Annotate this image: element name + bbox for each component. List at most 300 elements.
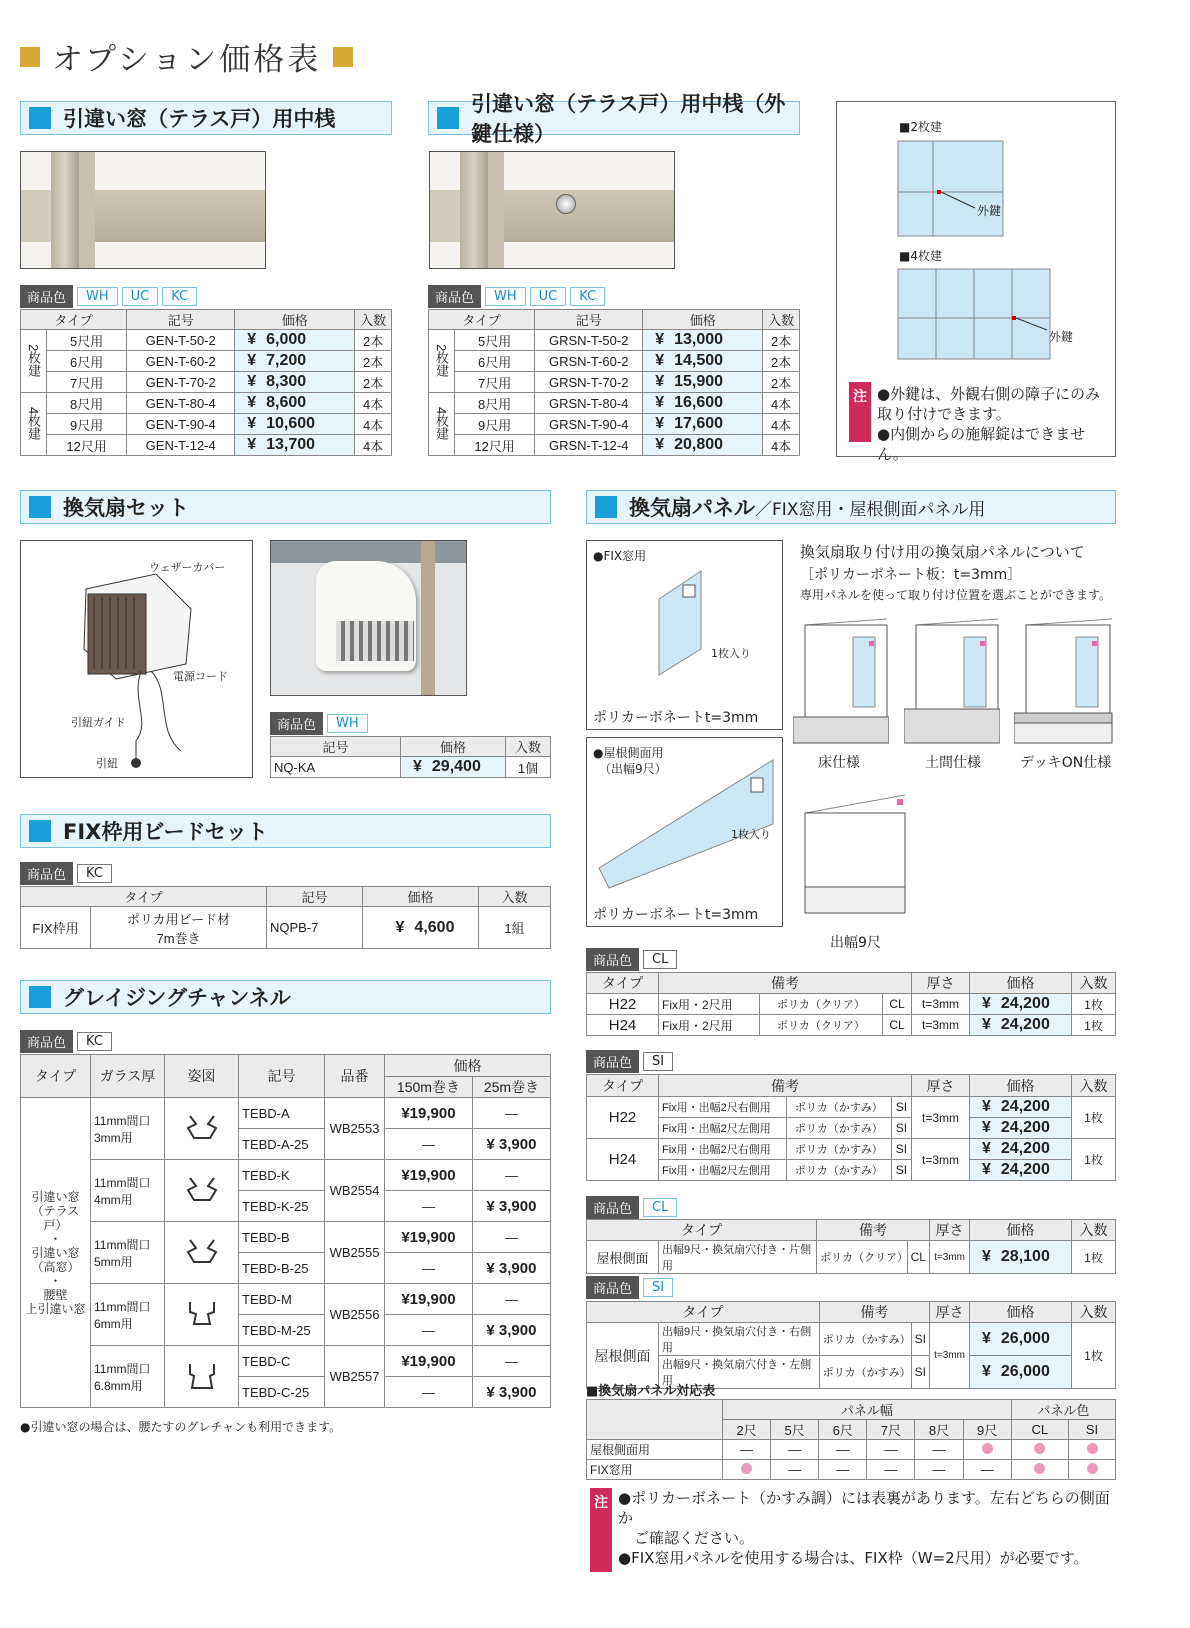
th: 9尺 [963,1420,1011,1440]
note-line: ●FIX窓用パネルを使用する場合は、FIX枠（W=2尺用）が必要です。 [618,1549,1089,1567]
price-cell: ¥ 8,600 [235,393,355,414]
cell: 11mm間口 4mm用 [91,1160,165,1222]
table-row [587,1097,1116,1118]
cell: TEBD-C [239,1346,325,1377]
cell: 1枚 [1072,1097,1116,1139]
cell: TEBD-C-25 [239,1377,325,1408]
price-cell: ¥19,900 [385,1098,473,1129]
section-title: 引違い窓（テラス戸）用中桟 [63,107,336,131]
section-header-nakasan-lock [428,92,800,146]
section-title: グレイジングチャンネル [63,986,291,1010]
color-label: 商品色 [428,285,481,308]
cell: TEBD-K-25 [239,1191,325,1222]
note-line: ご確認ください。 [634,1529,755,1547]
price-cell: ¥ 3,900 [472,1191,550,1222]
price-cell: ¥ 8,300 [235,372,355,393]
price-cell: ¥ 10,600 [235,414,355,435]
channel-shape-icon [165,1098,239,1160]
label-cord: 電源コード [173,670,228,683]
cell: TEBD-M-25 [239,1315,325,1346]
window-4-diagram [897,268,1087,364]
compat-cell: — [915,1460,963,1480]
price-cell: ¥ 16,600 [643,393,763,414]
glazing-price-table [20,1054,551,1408]
price-cell: ¥ 28,100 [970,1241,1072,1274]
roof9-scene-icon [793,787,921,927]
cell: 2本 [763,351,800,372]
cell: 2本 [355,330,392,351]
compat-cell: — [819,1460,867,1480]
cell: t=3mm [930,1323,970,1389]
color-label: 商品色 [20,285,73,308]
price-cell: ¥ 29,400 [401,757,506,778]
table-row [21,435,392,456]
compat-cell [1011,1440,1068,1460]
table-row [429,351,800,372]
th: 価格 [235,310,355,330]
cell: 1組 [479,907,551,949]
price-cell: ¥ 7,200 [235,351,355,372]
cell: 6尺用 [455,351,535,372]
color-chip: CL [643,950,677,969]
cell: GEN-T-50-2 [127,330,235,351]
cell: FIX枠用 [21,907,91,949]
cell: Fix用・2尺用 [659,1015,760,1036]
channel-shape-icon [165,1346,239,1408]
th: タイプ [587,973,659,994]
th: 入数 [763,310,800,330]
cell: TEBD-A-25 [239,1129,325,1160]
th: SI [1069,1420,1116,1440]
price-cell: ¥ 3,900 [472,1377,550,1408]
th: 記号 [239,1055,325,1098]
price-cell: ¥ 4,600 [363,907,479,949]
cell: 2本 [763,330,800,351]
table-row [587,1323,1116,1356]
th: 5尺 [771,1420,819,1440]
th: 入数 [506,737,551,757]
cell: Fix用・出幅2尺右側用 [659,1139,787,1160]
blue-square-icon [29,820,51,842]
color-chip: WH [485,287,526,306]
cell: WB2555 [325,1222,385,1284]
lock-label: 外鍵 [977,204,1002,218]
section-header-panel [586,490,1116,524]
cell: 1枚 [1072,994,1116,1015]
group-label: 2枚建 [21,330,47,393]
th: タイプ [429,310,535,330]
th: 備考 [817,1220,930,1241]
color-label: 商品色 [586,1276,639,1299]
table-row [429,414,800,435]
th: 入数 [1072,1075,1116,1097]
section-title: 引違い窓（テラス戸）用中桟（外鍵仕様） [471,92,786,146]
cell: 5尺用 [455,330,535,351]
blue-square-icon [29,107,51,129]
cell: 1枚 [1072,1139,1116,1181]
table-row [429,435,800,456]
lock-label: 外鍵 [1049,330,1074,344]
cell: GRSN-T-70-2 [535,372,643,393]
th: 備考 [659,973,912,994]
table-row [587,1241,1116,1274]
table-row [21,372,392,393]
cell: t=3mm [912,1139,970,1181]
lock-icon [556,194,576,214]
th: 厚さ [930,1302,970,1323]
cell: CL [907,1241,929,1274]
cell: Fix用・出幅2尺左側用 [659,1118,787,1139]
cell: TEBD-B-25 [239,1253,325,1284]
compat-title: ■換気扇パネル対応表 [586,1384,716,1399]
cell: 4本 [763,414,800,435]
gold-square-icon [20,47,40,67]
price-cell: ¥ 26,000 [970,1356,1072,1389]
th: 150m巻き [385,1077,473,1098]
table-row [587,1139,1116,1160]
cell: 2本 [355,372,392,393]
cell: H22 [587,1097,659,1139]
cell: GRSN-T-12-4 [535,435,643,456]
compat-cell [1069,1440,1116,1460]
nakasan-price-table [20,309,392,456]
gold-square-icon [333,47,353,67]
th: 入数 [479,887,551,907]
table-row [587,994,1116,1015]
cell: SI [891,1160,911,1181]
cell: t=3mm [912,1015,970,1036]
diagram-label-2: ■2枚建 [899,120,942,134]
glazing-footnote: ●引違い窓の場合は、腰たすのグレチャンも利用できます。 [20,1420,342,1434]
th: タイプ [21,887,267,907]
note-mark: 注 [590,1488,612,1572]
cell: GRSN-T-80-4 [535,393,643,414]
price-cell: ¥19,900 [385,1222,473,1253]
cell: Fix用・出幅2尺右側用 [659,1097,787,1118]
th: タイプ [587,1302,820,1323]
cell: CL [882,994,911,1015]
compat-cell [1069,1460,1116,1480]
cell: 12尺用 [455,435,535,456]
cell: 出幅9尺・換気扇穴付き・左側用 [659,1356,820,1389]
supported-dot-icon [1087,1443,1098,1454]
table-row [429,393,800,414]
th: 価格 [970,1075,1072,1097]
cell: 7尺用 [455,372,535,393]
cell: 屋根側面 [587,1323,659,1389]
panel-table-1 [586,972,1116,1036]
cell: ポリカ用ビード材 7m巻き [91,907,267,949]
cell: 9尺用 [47,414,127,435]
color-chip: UC [122,287,159,306]
scene-label: デッキON仕様 [1020,755,1112,771]
scene-label: 出幅9尺 [830,935,881,951]
color-label: 商品色 [20,862,73,885]
cell: t=3mm [930,1241,970,1274]
section-header-bead [20,814,551,848]
cell: GRSN-T-60-2 [535,351,643,372]
fix-qty: 1枚入り [711,647,751,660]
cell: WB2557 [325,1346,385,1408]
scene-label: 土間仕様 [925,755,981,771]
price-cell: ¥ 20,800 [643,435,763,456]
panel-about-3: 専用パネルを使って取り付け位置を選ぶことができます。 [800,588,1112,602]
compat-cell: — [771,1460,819,1480]
th: タイプ [587,1220,817,1241]
cell: SI [891,1097,911,1118]
cell: 11mm間口 3mm用 [91,1098,165,1160]
table-row [21,330,392,351]
cell: ポリカ（かすみ） [819,1323,911,1356]
cell: 11mm間口 6mm用 [91,1284,165,1346]
th: 記号 [535,310,643,330]
roof-panel-box [586,737,783,927]
cell: 屋根側面用 [587,1440,723,1460]
cell: ― [385,1377,473,1408]
cell: 4本 [355,435,392,456]
table-row [429,372,800,393]
table-row [21,1346,551,1377]
label-cover: ウェザーカバー [149,561,226,574]
compat-cell: — [963,1460,1011,1480]
cell: GEN-T-70-2 [127,372,235,393]
cell: ― [472,1284,550,1315]
table-row [587,1160,1116,1181]
th: CL [1011,1420,1068,1440]
label-guide: 引紐ガイド [71,716,126,729]
section-subtitle: ／FIX窓用・屋根側面パネル用 [755,499,986,520]
lock-notes [877,384,1111,464]
blue-square-icon [437,107,459,129]
price-cell: ¥ 15,900 [643,372,763,393]
compat-cell: — [915,1440,963,1460]
diagram-label-4: ■4枚建 [899,249,942,263]
cell: ― [472,1346,550,1377]
section-header-fan [20,490,551,524]
bead-price-table [20,886,551,949]
color-chip: KC [77,1032,112,1051]
deck-scene-icon [1014,617,1114,745]
cell: t=3mm [912,1097,970,1139]
color-label: 商品色 [586,948,639,971]
cell: ― [472,1160,550,1191]
color-label: 商品色 [270,712,323,735]
cell: TEBD-B [239,1222,325,1253]
cell: WB2556 [325,1284,385,1346]
compat-cell [723,1460,771,1480]
nakasan-photo [20,151,266,269]
doma-scene-icon [904,617,1000,745]
color-chip: KC [77,864,112,883]
th: 価格 [385,1055,551,1077]
section-title: 換気扇パネル [629,496,755,520]
price-cell: ¥ 13,700 [235,435,355,456]
color-chip: CL [643,1198,677,1217]
table-row [587,1460,1116,1480]
cell: TEBD-A [239,1098,325,1129]
table-row [587,1118,1116,1139]
supported-dot-icon [982,1443,993,1454]
cell: SI [891,1118,911,1139]
compat-cell: — [867,1440,915,1460]
color-row [20,285,197,308]
th: 価格 [970,1302,1072,1323]
th: 2尺 [723,1420,771,1440]
cell: 11mm間口 5mm用 [91,1222,165,1284]
th: 7尺 [867,1420,915,1440]
color-chip: WH [77,287,118,306]
cell: 4本 [355,393,392,414]
fan-photo [270,540,467,696]
cell: 7尺用 [47,372,127,393]
cell: NQPB-7 [267,907,363,949]
roof-qty: 1枚入り [731,828,771,841]
cell: SI [891,1139,911,1160]
th: 価格 [970,1220,1072,1241]
panel-table-2 [586,1074,1116,1181]
th: 厚さ [912,1075,970,1097]
price-cell: ¥ 6,000 [235,330,355,351]
cell: 1枚 [1072,1241,1116,1274]
panel-notes [618,1488,1118,1568]
cell: ポリカ（クリア） [817,1241,908,1274]
cell: TEBD-K [239,1160,325,1191]
fix-label: ●FIX窓用 [593,549,647,563]
cell: ― [385,1129,473,1160]
price-cell: ¥19,900 [385,1160,473,1191]
th: 厚さ [912,973,970,994]
price-cell: ¥ 24,200 [970,1160,1072,1181]
cell: GRSN-T-50-2 [535,330,643,351]
cell: NQ-KA [271,757,401,778]
th: タイプ [587,1075,659,1097]
label-string: 引紐 [96,757,118,770]
price-cell: ¥ 26,000 [970,1323,1072,1356]
table-row [429,330,800,351]
price-cell: ¥ 24,200 [970,994,1072,1015]
fan-price-table [270,736,551,778]
th: パネル幅 [723,1400,1012,1420]
color-row [586,1196,677,1219]
cell: GEN-T-80-4 [127,393,235,414]
th: 記号 [267,887,363,907]
cell: Fix用・出幅2尺左側用 [659,1160,787,1181]
page-title-text: オプション価格表 [52,42,322,78]
price-cell: ¥ 24,200 [970,1118,1072,1139]
table-row [271,757,551,778]
th: 6尺 [819,1420,867,1440]
cell: H22 [587,994,659,1015]
cell: 1枚 [1072,1015,1116,1036]
roof-label: ●屋根側面用 [593,746,664,760]
cell: SI [911,1356,929,1389]
table-row [587,1440,1116,1460]
color-label: 商品色 [586,1196,639,1219]
supported-dot-icon [741,1463,752,1474]
group-label: 2枚建 [429,330,455,393]
cell: 1枚 [1072,1323,1116,1389]
roof-panel-icon [595,756,779,891]
compat-cell [1011,1460,1068,1480]
floor-scene-icon [793,617,889,745]
th: 価格 [363,887,479,907]
color-row [20,862,112,885]
supported-dot-icon [1034,1443,1045,1454]
table-row [21,907,551,949]
th: 記号 [127,310,235,330]
fix-caption: ポリカーボネートt=3mm [593,710,759,726]
section-title: 換気扇セット [63,496,189,520]
supported-dot-icon [1087,1463,1098,1474]
channel-shape-icon [165,1222,239,1284]
blue-square-icon [29,496,51,518]
note-line: ●外鍵は、外観右側の障子にのみ取り付けできます。 [877,385,1101,423]
cell: GEN-T-90-4 [127,414,235,435]
th: 25m巻き [472,1077,550,1098]
cell: ポリカ（クリア） [759,1015,882,1036]
cell: 9尺用 [455,414,535,435]
cell: 6尺用 [47,351,127,372]
table-row [21,1098,551,1129]
cell: H24 [587,1139,659,1181]
th: 備考 [659,1075,912,1097]
note-line: ●ポリカーボネート（かすみ調）には表裏があります。左右どちらの側面か [618,1489,1110,1527]
th: 入数 [1072,973,1116,994]
th: タイプ [21,1055,91,1098]
fix-panel-box [586,540,783,730]
price-cell: ¥19,900 [385,1346,473,1377]
note-line: ●内側からの施解錠はできません。 [877,425,1086,463]
roof-label: （出幅9尺） [599,762,667,776]
compat-cell [963,1440,1011,1460]
cell: 出幅9尺・換気扇穴付き・右側用 [659,1323,820,1356]
panel-about-1: 換気扇取り付け用の換気扇パネルについて [800,543,1085,561]
color-row [20,1030,112,1053]
cell: 屋根側面 [587,1241,659,1274]
section-header-nakasan [20,101,392,135]
th: 品番 [325,1055,385,1098]
blue-square-icon [595,496,617,518]
cell: H24 [587,1015,659,1036]
color-chip: WH [327,714,368,733]
table-row [21,1222,551,1253]
cell: ポリカ（かすみ） [786,1160,891,1181]
cell: ― [385,1253,473,1284]
nakasan-lock-price-table [428,309,800,456]
price-cell: ¥ 14,500 [643,351,763,372]
th: 厚さ [930,1220,970,1241]
cell: ポリカ（クリア） [759,994,882,1015]
cell: WB2554 [325,1160,385,1222]
color-chip: SI [643,1278,673,1297]
cell: WB2553 [325,1098,385,1160]
cell: 2本 [763,372,800,393]
panel-about-2: ［ポリカーボネート板：t=3mm］ [800,567,1022,583]
th: 価格 [970,973,1072,994]
th: 価格 [643,310,763,330]
cell: ポリカ（かすみ） [786,1097,891,1118]
cell: 出幅9尺・換気扇穴付き・片側用 [659,1241,817,1274]
th: 姿図 [165,1055,239,1098]
cell: 8尺用 [47,393,127,414]
price-cell: ¥ 3,900 [472,1315,550,1346]
table-row [21,393,392,414]
th: 備考 [819,1302,929,1323]
th: 記号 [271,737,401,757]
table-row [21,414,392,435]
color-chip: KC [570,287,605,306]
price-cell: ¥ 24,200 [970,1139,1072,1160]
